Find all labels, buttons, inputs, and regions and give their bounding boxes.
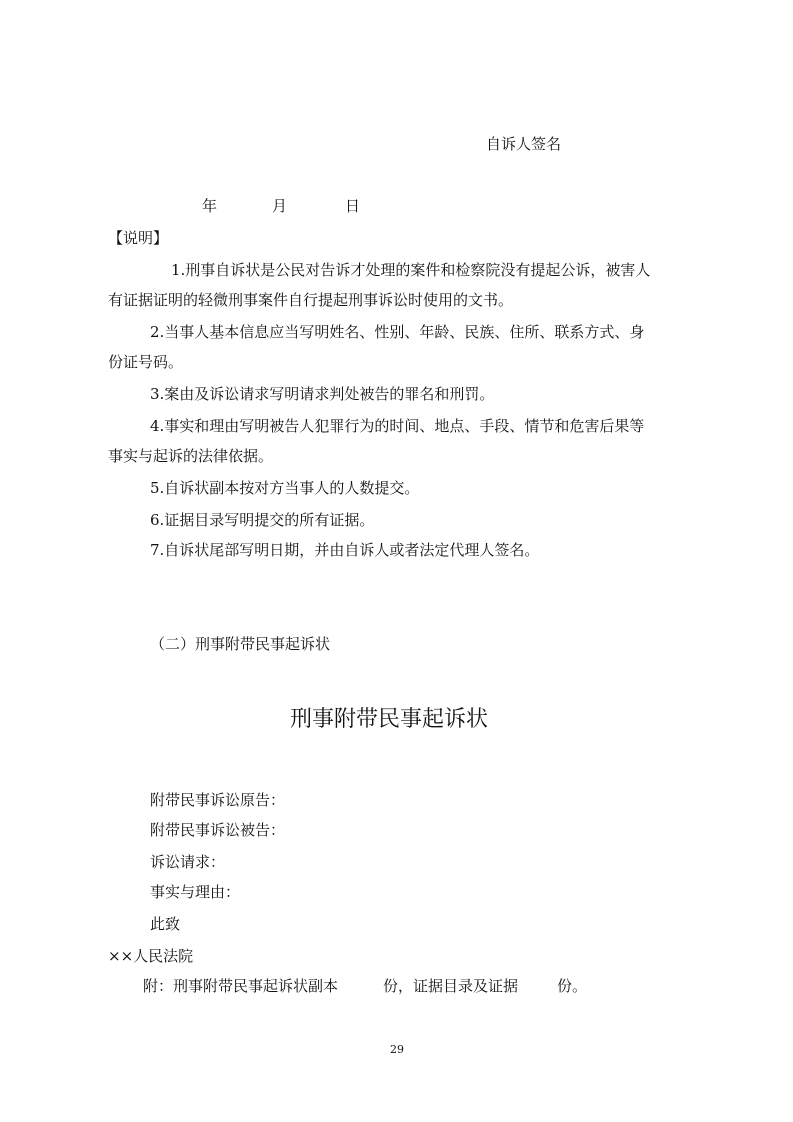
date-year-label: 年 — [202, 197, 218, 215]
note-1-line-2: 有证据证明的轻微刑事案件自行提起刑事诉讼时使用的文书。 — [108, 291, 514, 309]
field-plaintiff-label: 附带民事诉讼原告： — [150, 791, 286, 809]
note-3: 3.案由及诉讼请求写明请求判处被告的罪名和刑罚。 — [150, 385, 495, 403]
page-number: 29 — [390, 1043, 404, 1056]
attachment-prefix: 附：刑事附带民事起诉状副本 — [143, 977, 339, 995]
signature-label: 自诉人签名 — [486, 135, 562, 153]
note-7: 7.自诉状尾部写明日期，并由自诉人或者法定代理人签名。 — [150, 541, 540, 559]
field-facts-label: 事实与理由： — [150, 883, 241, 901]
field-defendant-label: 附带民事诉讼被告： — [150, 821, 286, 839]
note-4-line-2: 事实与起诉的法律依据。 — [108, 447, 274, 465]
date-day-label: 日 — [345, 197, 361, 215]
attachment-middle: 份，证据目录及证据 — [383, 977, 519, 995]
note-4-line-1: 4.事实和理由写明被告人犯罪行为的时间、地点、手段、情节和危害后果等 — [150, 417, 645, 435]
note-1-line-1: 1.刑事自诉状是公民对告诉才处理的案件和检察院没有提起公诉，被害人 — [171, 261, 651, 279]
field-claims-label: 诉讼请求： — [150, 853, 226, 871]
date-month-label: 月 — [272, 197, 288, 215]
note-5: 5.自诉状副本按对方当事人的人数提交。 — [150, 479, 420, 497]
court-name: ××人民法院 — [108, 947, 194, 965]
notes-heading: 【说明】 — [108, 229, 169, 247]
section-heading: （二）刑事附带民事起诉状 — [150, 635, 331, 653]
form-title: 刑事附带民事起诉状 — [290, 707, 489, 732]
closing-text: 此致 — [150, 915, 181, 933]
note-6: 6.证据目录写明提交的所有证据。 — [150, 511, 375, 529]
note-2-line-2: 份证号码。 — [108, 353, 184, 371]
attachment-suffix: 份。 — [557, 977, 588, 995]
note-2-line-1: 2.当事人基本信息应当写明姓名、性别、年龄、民族、住所、联系方式、身 — [150, 323, 645, 341]
